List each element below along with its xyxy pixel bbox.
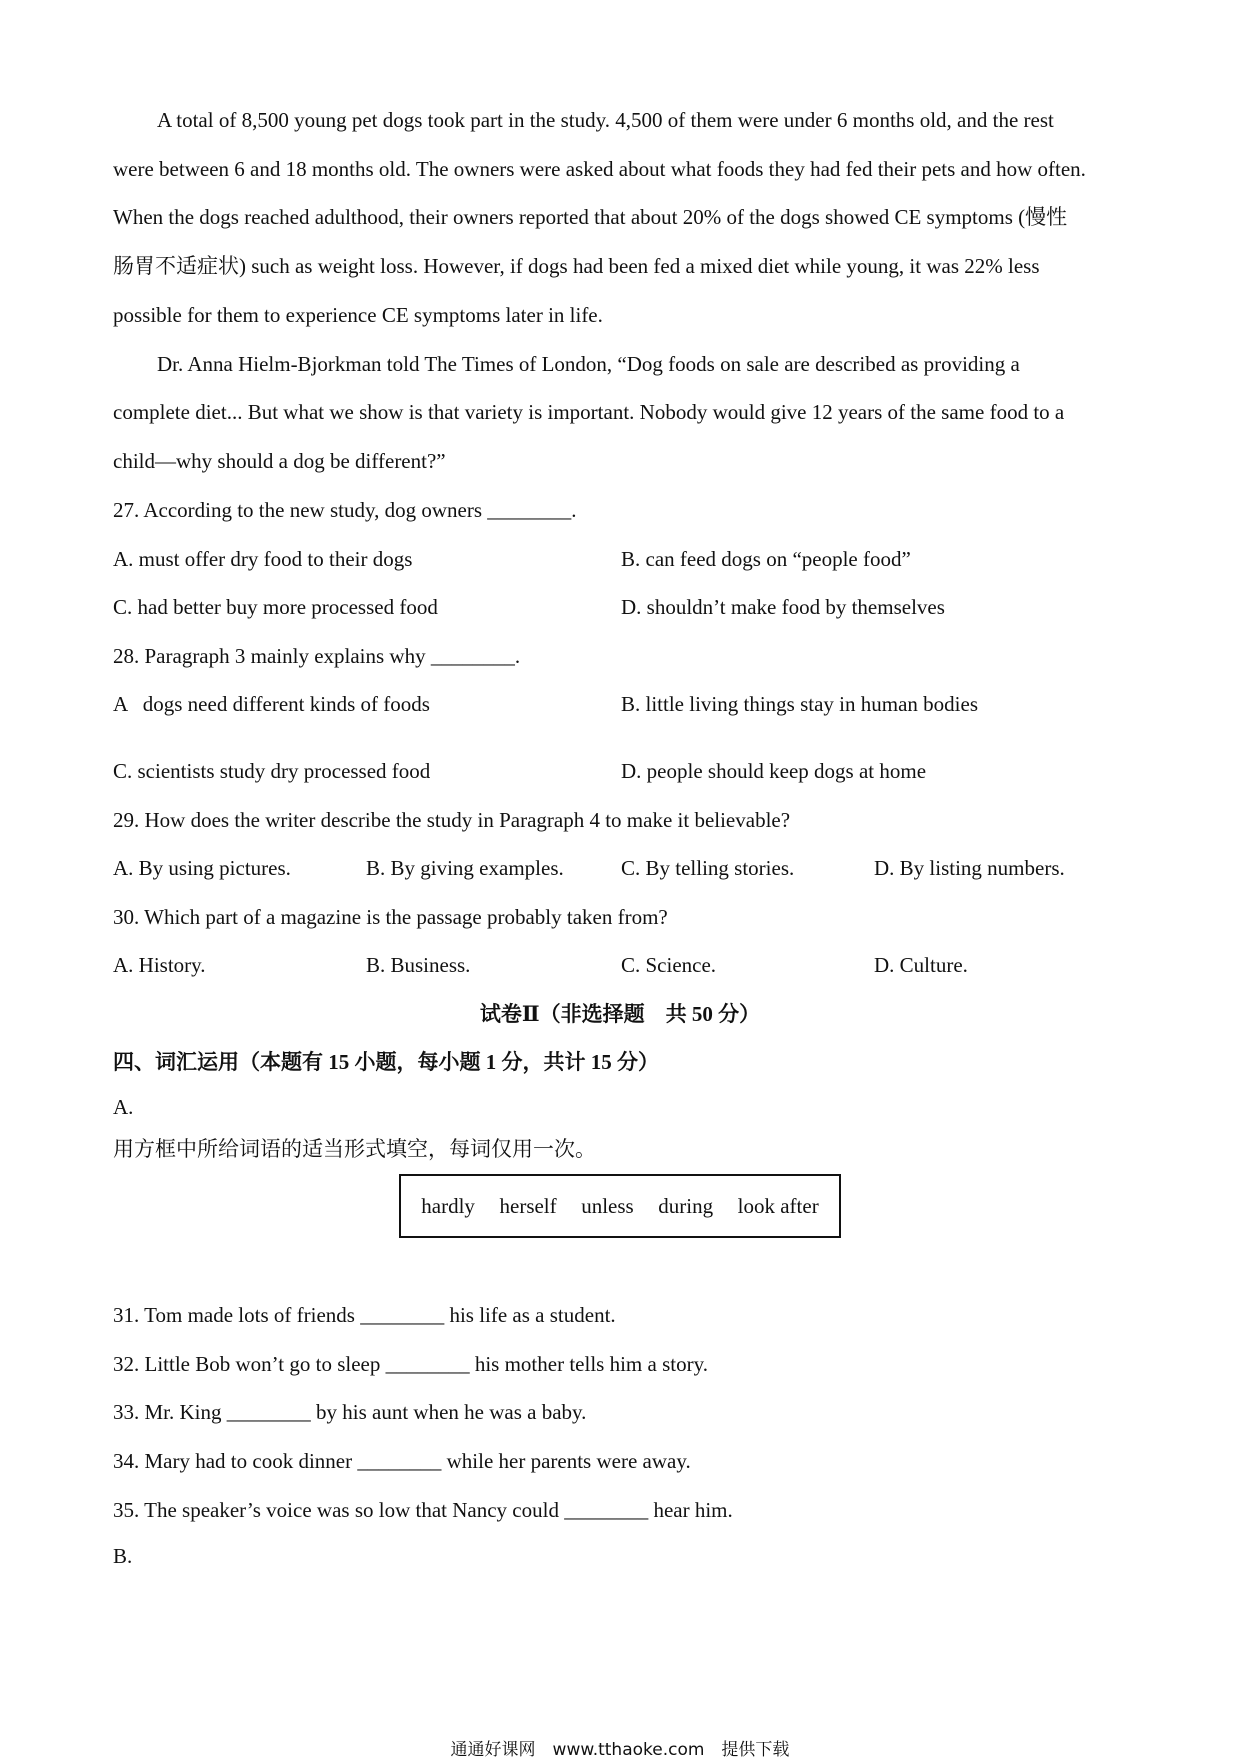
passage-p3-line-4: 肠胃不适症状) such as weight loss. However, if dogs had been fed a mixed diet while young, it was 22% less <box>113 254 1040 278</box>
question-27-option-d: D. shouldn’t make food by themselves <box>621 595 945 619</box>
passage-p3-line-2: were between 6 and 18 months old. The owners were asked about what foods they had fed their pets and how often. <box>113 157 1086 181</box>
word-box-item: unless <box>581 1193 634 1218</box>
question-28-option-a: A dogs need different kinds of foods <box>113 692 430 716</box>
question-28-option-b: B. little living things stay in human bodies <box>621 692 978 716</box>
question-30-option-d: D. Culture. <box>874 953 968 977</box>
word-box <box>399 1174 841 1238</box>
question-30-option-c: C. Science. <box>621 953 717 977</box>
blank-question-31: 31. Tom made lots of friends ________ his life as a student. <box>113 1303 616 1327</box>
question-27-option-c: C. had better buy more processed food <box>113 595 438 619</box>
passage-p4-line-1: Dr. Anna Hielm-Bjorkman told The Times of London, “Dog foods on sale are described as providing a <box>157 352 1020 376</box>
question-27-option-b: B. can feed dogs on “people food” <box>621 547 911 571</box>
word-box-item: during <box>658 1193 714 1218</box>
question-30-option-b: B. Business. <box>366 953 471 977</box>
page-footer: 通通好课网 www.tthaoke.com 提供下载 <box>450 1740 790 1760</box>
question-29-option-c: C. By telling stories. <box>621 856 795 880</box>
part-b-label: B. <box>113 1544 133 1568</box>
part-a-label: A. <box>113 1095 134 1119</box>
question-29-option-a: A. By using pictures. <box>113 856 291 880</box>
passage-p3-line-3: When the dogs reached adulthood, their owners reported that about 20% of the dogs showed CE symptoms (慢性 <box>113 205 1068 229</box>
blank-question-35: 35. The speaker’s voice was so low that Nancy could ________ hear him. <box>113 1498 733 1522</box>
passage-p3-line-1: A total of 8,500 young pet dogs took part in the study. 4,500 of them were under 6 months old, and the rest <box>157 108 1054 132</box>
word-box-item: hardly <box>421 1193 475 1218</box>
passage-p3-line-5: possible for them to experience CE symptoms later in life. <box>113 303 603 327</box>
passage-p4-line-2: complete diet... But what we show is that variety is important. Nobody would give 12 years of the same food to a <box>113 400 1065 424</box>
instruction-text: 用方框中所给词语的适当形式填空，每词仅用一次。 <box>113 1137 596 1161</box>
question-29-option-b: B. By giving examples. <box>366 856 564 880</box>
part-4-heading: 四、词汇运用（本题有 15 小题，每小题 1 分，共计 15 分） <box>113 1050 659 1074</box>
passage-p4-line-3: child—why should a dog be different?” <box>113 449 446 473</box>
question-27-option-a: A. must offer dry food to their dogs <box>113 547 413 571</box>
question-27-stem: 27. According to the new study, dog owners ________. <box>113 498 577 522</box>
blank-question-33: 33. Mr. King ________ by his aunt when he was a baby. <box>113 1400 587 1424</box>
blank-question-34: 34. Mary had to cook dinner ________ while her parents were away. <box>113 1449 691 1473</box>
question-28-stem: 28. Paragraph 3 mainly explains why ________. <box>113 644 521 668</box>
word-box-item: herself <box>499 1193 557 1218</box>
word-box-item: look after <box>737 1193 819 1218</box>
question-30-option-a: A. History. <box>113 953 206 977</box>
section-2-title: 试卷Ⅱ（非选择题 共 50 分） <box>479 1002 761 1026</box>
question-30-stem: 30. Which part of a magazine is the passage probably taken from? <box>113 905 668 929</box>
blank-question-32: 32. Little Bob won’t go to sleep ________ his mother tells him a story. <box>113 1352 708 1376</box>
question-29-option-d: D. By listing numbers. <box>874 856 1065 880</box>
question-29-stem: 29. How does the writer describe the study in Paragraph 4 to make it believable? <box>113 808 791 832</box>
question-28-option-d: D. people should keep dogs at home <box>621 759 927 783</box>
question-28-option-c: C. scientists study dry processed food <box>113 759 431 783</box>
